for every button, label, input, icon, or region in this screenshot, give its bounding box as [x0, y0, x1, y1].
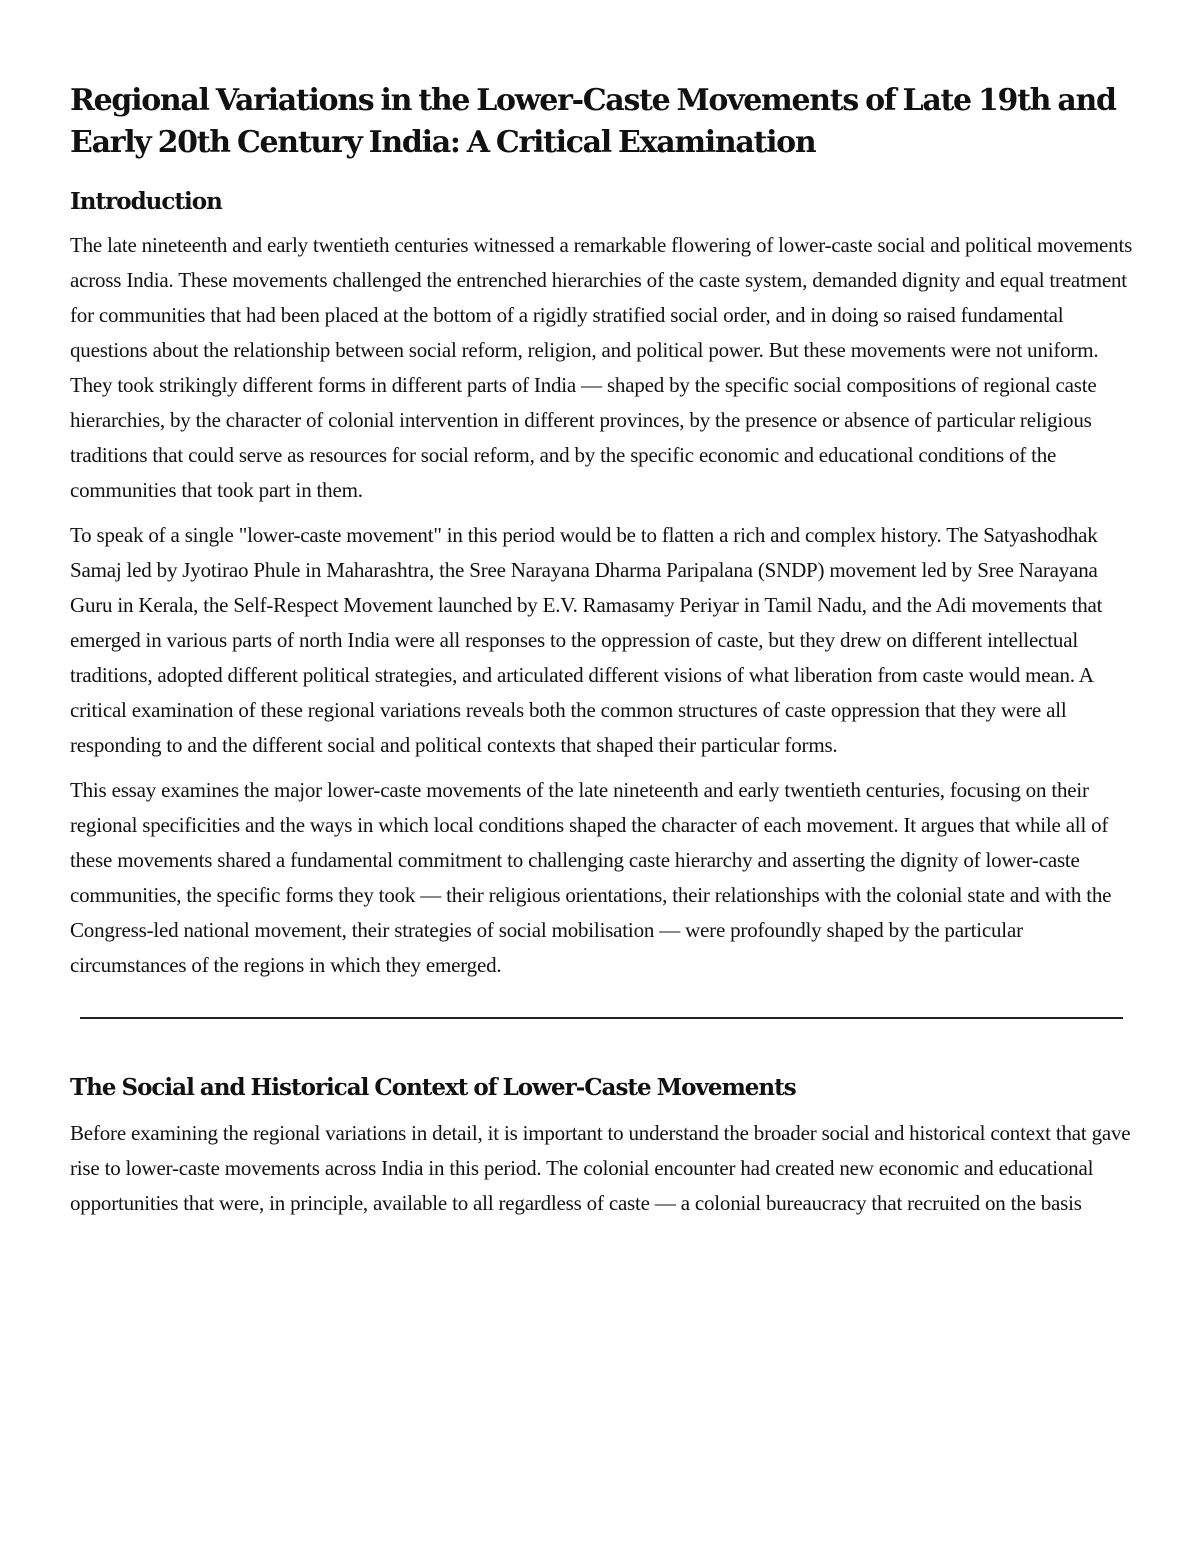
paragraph: Before examining the regional variations in detail, it is important to understand the broader social and historical context that gave rise to lower-caste movements across India in this period. The colonial encounter had created new economic and educational opportunities that were, in principle, available to all regardless of caste — a colonial bureaucracy that recruited on the basis	[70, 1121, 1131, 1215]
paragraph: This essay examines the major lower-caste movements of the late nineteenth and early twentieth centuries, focusing on their regional specificities and the ways in which local conditions shaped the character of each movement. It argues that while all of these movements shared a fundamental commitment to challenging caste hierarchy and asserting the dignity of lower-caste communities, the specific forms they took — their religious orientations, their relationships with the colonial state and with the Congress-led national movement, their strategies of social mobilisation — were profoundly shaped by the particular circumstances of the regions in which they emerged.	[70, 778, 1112, 977]
section-heading-introduction: Introduction	[70, 188, 222, 215]
section-divider	[80, 1017, 1123, 1019]
document-title: Regional Variations in the Lower-Caste Movements of Late 19th and Early 20th Century India: A Critical Examination	[70, 83, 1116, 160]
paragraph: To speak of a single "lower-caste movement" in this period would be to flatten a rich and complex history. The Satyashodhak Samaj led by Jyotirao Phule in Maharashtra, the Sree Narayana Dharma Paripalana (SNDP) movement led by Sree Narayana Guru in Kerala, the Self-Respect Movement launched by E.V. Ramasamy Periyar in Tamil Nadu, and the Adi movements that emerged in various parts of north India were all responses to the oppression of caste, but they drew on different intellectual traditions, adopted different political strategies, and articulated different visions of what liberation from caste would mean. A critical examination of these regional variations reveals both the common structures of caste oppression that they were all responding to and the different social and political contexts that shaped their particular forms.	[70, 523, 1103, 757]
section-heading-context: The Social and Historical Context of Lower-Caste Movements	[70, 1074, 796, 1101]
document-page	[70, 80, 1140, 1221]
paragraph: The late nineteenth and early twentieth centuries witnessed a remarkable flowering of lower-caste social and political movements across India. These movements challenged the entrenched hierarchies of the caste system, demanded dignity and equal treatment for communities that had been placed at the bottom of a rigidly stratified social order, and in doing so raised fundamental questions about the relationship between social reform, religion, and political power. But these movements were not uniform. They took strikingly different forms in different parts of India — shaped by the specific social compositions of regional caste hierarchies, by the character of colonial intervention in different provinces, by the presence or absence of particular religious traditions that could serve as resources for social reform, and by the specific economic and educational conditions of the communities that took part in them.	[70, 233, 1133, 502]
